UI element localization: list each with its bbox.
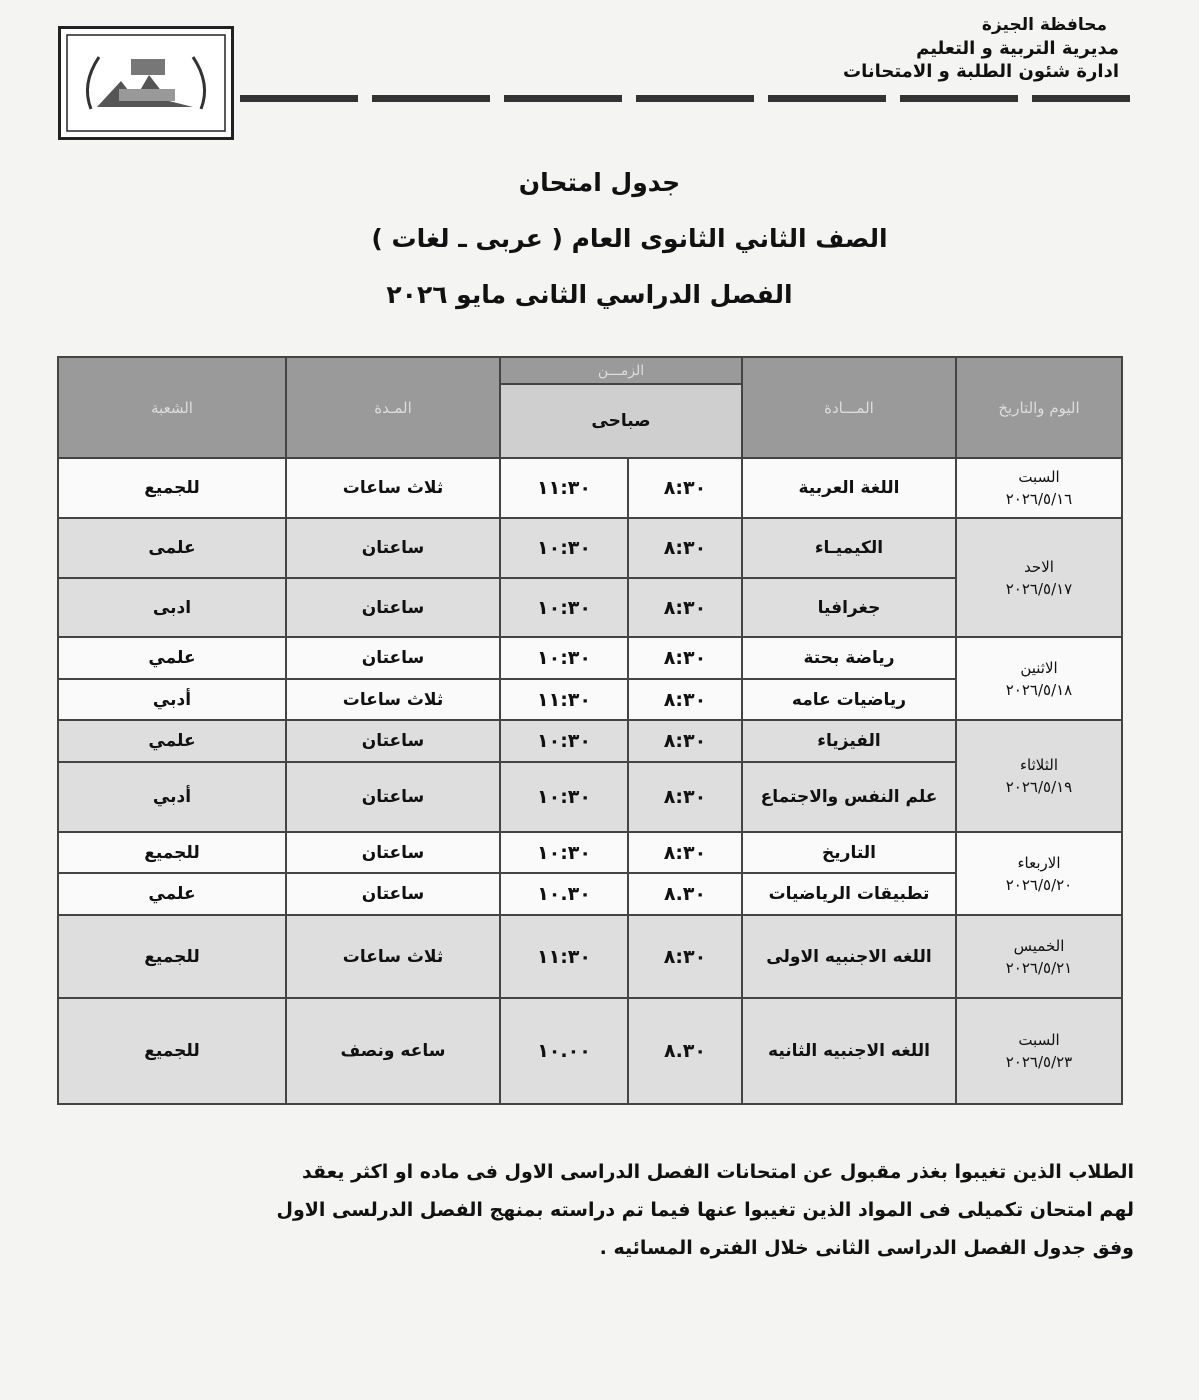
day-cell: الاربعاء ٢٠٢٦/٥/٢٠	[956, 832, 1122, 915]
end-time-cell: ١٠:٣٠	[500, 832, 628, 873]
duration-header: المـدة	[286, 357, 500, 458]
day-cell: السبت ٢٠٢٦/٥/٢٣	[956, 998, 1122, 1104]
end-time-cell: ١٠:٣٠	[500, 518, 628, 578]
division-cell: أدبي	[58, 762, 286, 832]
division-cell: للجميع	[58, 832, 286, 873]
start-time-cell: ٨:٣٠	[628, 762, 742, 832]
division-cell: علمي	[58, 720, 286, 762]
start-time-cell: ٨.٣٠	[628, 998, 742, 1104]
document-title: جدول امتحان	[518, 168, 681, 197]
end-time-cell: ١١:٣٠	[500, 458, 628, 518]
end-time-cell: ١٠.٣٠	[500, 873, 628, 915]
start-time-cell: ٨:٣٠	[628, 458, 742, 518]
subject-cell: الفيزياء	[742, 720, 956, 762]
division-cell: للجميع	[58, 458, 286, 518]
duration-cell: ساعتان	[286, 873, 500, 915]
subject-cell: اللغه الاجنبيه الاولى	[742, 915, 956, 998]
subject-header: المـــادة	[742, 357, 956, 458]
start-time-cell: ٨:٣٠	[628, 637, 742, 679]
day-cell: الاثنين ٢٠٢٦/٥/١٨	[956, 637, 1122, 720]
duration-cell: ثلاث ساعات	[286, 458, 500, 518]
governorate-line: محافظة الجيزة	[981, 15, 1107, 35]
term-title: الفصل الدراسي الثانى مايو ٢٠٢٦	[386, 280, 793, 309]
end-time-cell: ١٠:٣٠	[500, 720, 628, 762]
end-time-cell: ١٠:٣٠	[500, 578, 628, 637]
division-cell: أدبي	[58, 679, 286, 720]
division-cell: علمي	[58, 637, 286, 679]
note-line: وفق جدول الفصل الدراسى الثانى خلال الفتره المسائيه .	[599, 1237, 1134, 1259]
day-cell: السبت ٢٠٢٦/٥/١٦	[956, 458, 1122, 518]
duration-cell: ساعه ونصف	[286, 998, 500, 1104]
start-time-cell: ٨:٣٠	[628, 832, 742, 873]
start-time-cell: ٨:٣٠	[628, 679, 742, 720]
time-header: الزمـــن	[500, 357, 742, 384]
start-time-cell: ٨:٣٠	[628, 578, 742, 637]
absence-note	[74, 1153, 1134, 1267]
end-time-cell: ١١:٣٠	[500, 915, 628, 998]
division-cell: للجميع	[58, 915, 286, 998]
duration-cell: ساعتان	[286, 578, 500, 637]
division-cell: علمي	[58, 873, 286, 915]
department-line: ادارة شئون الطلبة و الامتحانات	[843, 61, 1119, 82]
ministry-header	[843, 14, 1119, 83]
subject-cell: تطبيقات الرياضيات	[742, 873, 956, 915]
division-cell: ادبى	[58, 578, 286, 637]
subject-cell: الكيميـاء	[742, 518, 956, 578]
subject-cell: اللغة العربية	[742, 458, 956, 518]
division-header: الشعبة	[58, 357, 286, 458]
subject-cell: التاريخ	[742, 832, 956, 873]
subject-cell: جغرافيا	[742, 578, 956, 637]
end-time-cell: ١٠:٣٠	[500, 637, 628, 679]
start-time-cell: ٨:٣٠	[628, 915, 742, 998]
day-cell: الخميس ٢٠٢٦/٥/٢١	[956, 915, 1122, 998]
morning-header: صباحى	[500, 384, 742, 458]
department-logo	[58, 26, 234, 140]
day-cell: الثلاثاء ٢٠٢٦/٥/١٩	[956, 720, 1122, 832]
end-time-cell: ١٠:٣٠	[500, 762, 628, 832]
division-cell: للجميع	[58, 998, 286, 1104]
duration-cell: ساعتان	[286, 832, 500, 873]
duration-cell: ساعتان	[286, 637, 500, 679]
end-time-cell: ١٠.٠٠	[500, 998, 628, 1104]
directorate-line: مديرية التربية و التعليم	[916, 38, 1119, 59]
duration-cell: ساعتان	[286, 762, 500, 832]
exam-schedule-table	[57, 356, 1123, 1105]
subject-cell: علم النفس والاجتماع	[742, 762, 956, 832]
duration-cell: ساعتان	[286, 720, 500, 762]
duration-cell: ثلاث ساعات	[286, 915, 500, 998]
division-cell: علمى	[58, 518, 286, 578]
end-time-cell: ١١:٣٠	[500, 679, 628, 720]
subject-cell: رياضة بحتة	[742, 637, 956, 679]
day-date-header: اليوم والتاريخ	[956, 357, 1122, 458]
note-line: لهم امتحان تكميلى فى المواد الذين تغيبوا عنها فيما تم دراسته بمنهج الفصل الدرلسى الاول	[276, 1199, 1134, 1221]
day-cell: الاحد ٢٠٢٦/٥/١٧	[956, 518, 1122, 637]
duration-cell: ساعتان	[286, 518, 500, 578]
start-time-cell: ٨:٣٠	[628, 518, 742, 578]
note-line: الطلاب الذين تغيبوا بغذر مقبول عن امتحانات الفصل الدراسى الاول فى ماده او اكثر يعقد	[301, 1161, 1134, 1183]
subject-cell: رياضيات عامه	[742, 679, 956, 720]
grade-title: الصف الثاني الثانوى العام ( عربى ـ لغات )	[371, 224, 888, 253]
header-divider	[240, 95, 1130, 102]
duration-cell: ثلاث ساعات	[286, 679, 500, 720]
start-time-cell: ٨:٣٠	[628, 720, 742, 762]
subject-cell: اللغه الاجنبيه الثانيه	[742, 998, 956, 1104]
start-time-cell: ٨.٣٠	[628, 873, 742, 915]
